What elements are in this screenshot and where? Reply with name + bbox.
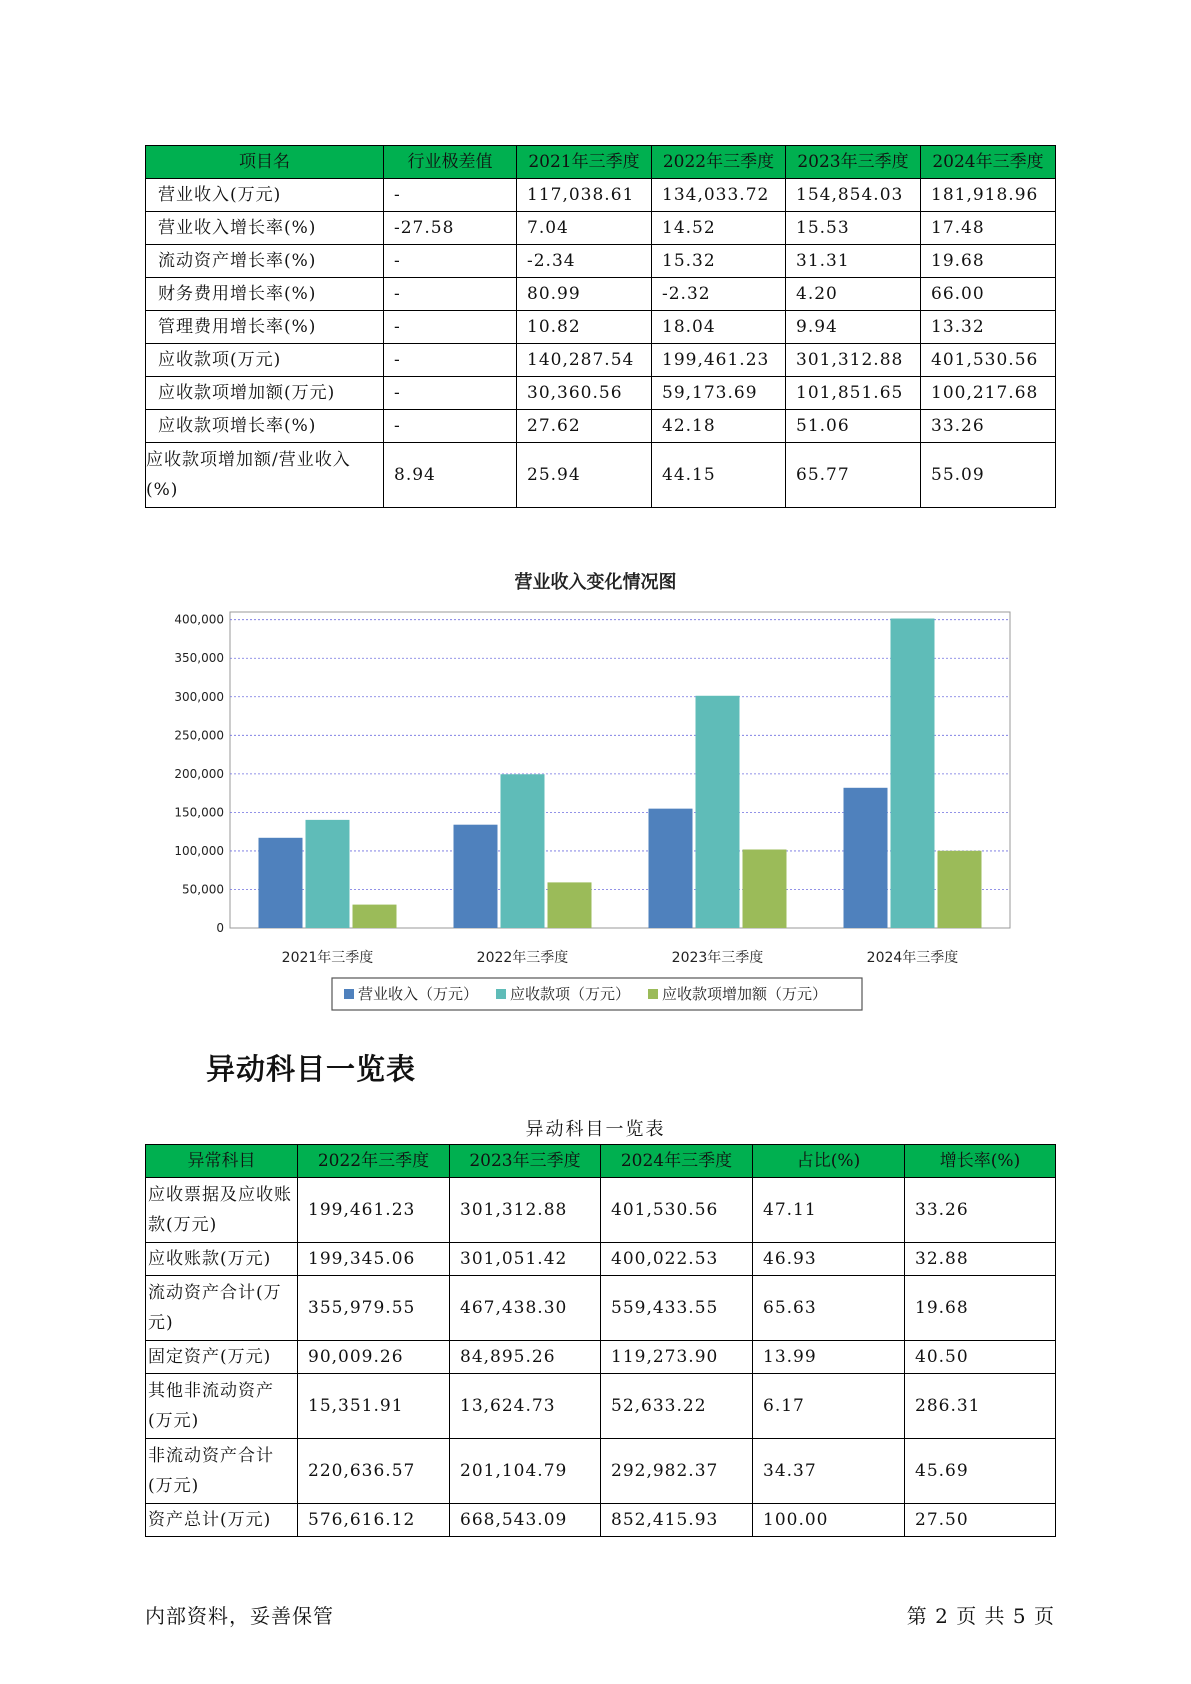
table-row [146,377,1056,410]
y-tick-label: 0 [216,921,224,935]
legend-swatch [344,989,354,999]
x-tick-label: 2022年三季度 [476,950,569,966]
row-label: 财务费用增长率(%) [146,278,384,311]
table-cell: 100,217.68 [921,377,1056,410]
table-row [146,410,1056,443]
table-cell: 66.00 [921,278,1056,311]
table-row [146,1243,1056,1276]
row-label: 非流动资产合计(万元) [146,1439,298,1504]
y-tick-label: 50,000 [182,882,224,897]
table-cell: 852,415.93 [601,1504,753,1537]
table-cell: 199,461.23 [298,1178,450,1243]
table-cell: 13,624.73 [450,1374,601,1439]
table-cell: 100.00 [753,1504,905,1537]
row-label: 应收款项增加额(万元) [146,377,384,410]
column-header: 2023年三季度 [786,146,921,179]
y-tick-label: 200,000 [174,766,224,781]
table-cell: 19.68 [921,245,1056,278]
bar [696,696,740,928]
table-cell: 301,312.88 [786,344,921,377]
x-tick-label: 2024年三季度 [866,950,959,966]
bar [548,882,592,928]
table-row [146,1504,1056,1537]
column-header: 异常科目 [146,1145,298,1178]
table-row [146,212,1056,245]
table-cell: 15,351.91 [298,1374,450,1439]
table-cell: 14.52 [652,212,786,245]
table-cell: 27.62 [517,410,652,443]
table-cell: 10.82 [517,311,652,344]
table-cell: 15.53 [786,212,921,245]
table-cell: 9.94 [786,311,921,344]
table-cell: 286.31 [905,1374,1056,1439]
table-cell: 46.93 [753,1243,905,1276]
bar [306,820,350,928]
y-tick-label: 300,000 [174,689,224,704]
row-label: 其他非流动资产(万元) [146,1374,298,1439]
column-header: 2021年三季度 [517,146,652,179]
table-cell: 576,616.12 [298,1504,450,1537]
table-cell: 467,438.30 [450,1276,601,1341]
table-cell: 44.15 [652,443,786,508]
column-header: 占比(%) [753,1145,905,1178]
column-header: 2024年三季度 [601,1145,753,1178]
section-heading: 异动科目一览表 [206,1052,417,1086]
table-row [146,443,1056,508]
table-cell: 401,530.56 [921,344,1056,377]
table-cell: 31.31 [786,245,921,278]
table-cell: 181,918.96 [921,179,1056,212]
table-cell: 90,009.26 [298,1341,450,1374]
table-row [146,1341,1056,1374]
bar [938,851,982,928]
table-cell: 52,633.22 [601,1374,753,1439]
bar [891,619,935,928]
table-cell: - [384,311,517,344]
y-tick-label: 250,000 [174,728,224,743]
row-label: 资产总计(万元) [146,1504,298,1537]
table-cell: 33.26 [921,410,1056,443]
table-cell: 301,051.42 [450,1243,601,1276]
chart-title: 营业收入变化情况图 [514,572,677,593]
table-cell: 292,982.37 [601,1439,753,1504]
table-cell: 355,979.55 [298,1276,450,1341]
y-tick-label: 100,000 [174,843,224,858]
table-row [146,311,1056,344]
table-cell: 7.04 [517,212,652,245]
table-cell: - [384,377,517,410]
table-row [146,344,1056,377]
row-label: 应收票据及应收账款(万元) [146,1178,298,1243]
table-row [146,179,1056,212]
table-cell: 101,851.65 [786,377,921,410]
table-cell: -27.58 [384,212,517,245]
table-cell: 201,104.79 [450,1439,601,1504]
row-label: 营业收入增长率(%) [146,212,384,245]
table-cell: 33.26 [905,1178,1056,1243]
table-cell: 65.63 [753,1276,905,1341]
legend-swatch [496,989,506,999]
bar [501,774,545,928]
table-cell: 15.32 [652,245,786,278]
table-header-row [146,1145,1056,1178]
table-row [146,278,1056,311]
table-cell: 18.04 [652,311,786,344]
table-cell: 42.18 [652,410,786,443]
bar [844,788,888,928]
column-header: 项目名 [146,146,384,179]
table-cell: 199,345.06 [298,1243,450,1276]
table-cell: 4.20 [786,278,921,311]
bar [454,825,498,928]
table-cell: 401,530.56 [601,1178,753,1243]
x-tick-label: 2023年三季度 [671,950,764,966]
table-cell: 140,287.54 [517,344,652,377]
row-label: 固定资产(万元) [146,1341,298,1374]
bar [259,838,303,928]
revenue-bar-chart [170,600,1020,1020]
bar [649,809,693,928]
legend-swatch [648,989,658,999]
table-cell: 40.50 [905,1341,1056,1374]
table-header-row [146,146,1056,179]
row-label: 管理费用增长率(%) [146,311,384,344]
table-cell: 199,461.23 [652,344,786,377]
footer-confidential-note: 内部资料，妥善保管 [145,1604,334,1628]
table-cell: - [384,245,517,278]
bar [743,849,787,928]
table-row [146,1276,1056,1341]
x-tick-label: 2021年三季度 [281,950,374,966]
table-cell: 45.69 [905,1439,1056,1504]
legend-label: 应收款项增加额（万元） [662,985,828,1003]
row-label: 流动资产增长率(%) [146,245,384,278]
table-cell: 117,038.61 [517,179,652,212]
table-cell: 55.09 [921,443,1056,508]
legend-label: 营业收入（万元） [358,985,479,1003]
table-cell: 559,433.55 [601,1276,753,1341]
table-cell: 30,360.56 [517,377,652,410]
row-label: 应收款项增加额/营业收入(%) [146,443,384,508]
row-label: 应收款项增长率(%) [146,410,384,443]
table-cell: 154,854.03 [786,179,921,212]
table-caption: 异动科目一览表 [525,1119,666,1140]
table-cell: 47.11 [753,1178,905,1243]
table-row [146,1178,1056,1243]
row-label: 营业收入(万元) [146,179,384,212]
table-cell: 84,895.26 [450,1341,601,1374]
table-cell: 65.77 [786,443,921,508]
table-cell: 51.06 [786,410,921,443]
abnormal-items-table [145,1144,1056,1537]
table-cell: - [384,410,517,443]
table-row [146,1374,1056,1439]
table-cell: 13.32 [921,311,1056,344]
table-cell: 400,022.53 [601,1243,753,1276]
column-header: 增长率(%) [905,1145,1056,1178]
row-label: 应收账款(万元) [146,1243,298,1276]
table-cell: 13.99 [753,1341,905,1374]
bar [353,905,397,928]
table-cell: 19.68 [905,1276,1056,1341]
table-cell: 220,636.57 [298,1439,450,1504]
table-cell: 34.37 [753,1439,905,1504]
row-label: 应收款项(万元) [146,344,384,377]
table-cell: 134,033.72 [652,179,786,212]
row-label: 流动资产合计(万元) [146,1276,298,1341]
table-cell: - [384,179,517,212]
table-cell: - [384,278,517,311]
financial-indicator-table [145,145,1056,508]
table-cell: 301,312.88 [450,1178,601,1243]
y-tick-label: 150,000 [174,805,224,820]
y-tick-label: 350,000 [174,651,224,666]
table-cell: 59,173.69 [652,377,786,410]
table-cell: 17.48 [921,212,1056,245]
table-cell: 668,543.09 [450,1504,601,1537]
column-header: 2023年三季度 [450,1145,601,1178]
table-cell: - [384,344,517,377]
table-row [146,245,1056,278]
column-header: 2022年三季度 [652,146,786,179]
table-cell: 27.50 [905,1504,1056,1537]
table-cell: -2.34 [517,245,652,278]
table-cell: 80.99 [517,278,652,311]
table-cell: -2.32 [652,278,786,311]
y-tick-label: 400,000 [174,612,224,627]
table-cell: 119,273.90 [601,1341,753,1374]
table-cell: 25.94 [517,443,652,508]
legend-label: 应收款项（万元） [510,985,631,1003]
table-cell: 6.17 [753,1374,905,1439]
column-header: 2022年三季度 [298,1145,450,1178]
footer-page-number: 第 2 页 共 5 页 [906,1604,1055,1628]
column-header: 2024年三季度 [921,146,1056,179]
table-row [146,1439,1056,1504]
table-cell: 8.94 [384,443,517,508]
column-header: 行业极差值 [384,146,517,179]
table-cell: 32.88 [905,1243,1056,1276]
